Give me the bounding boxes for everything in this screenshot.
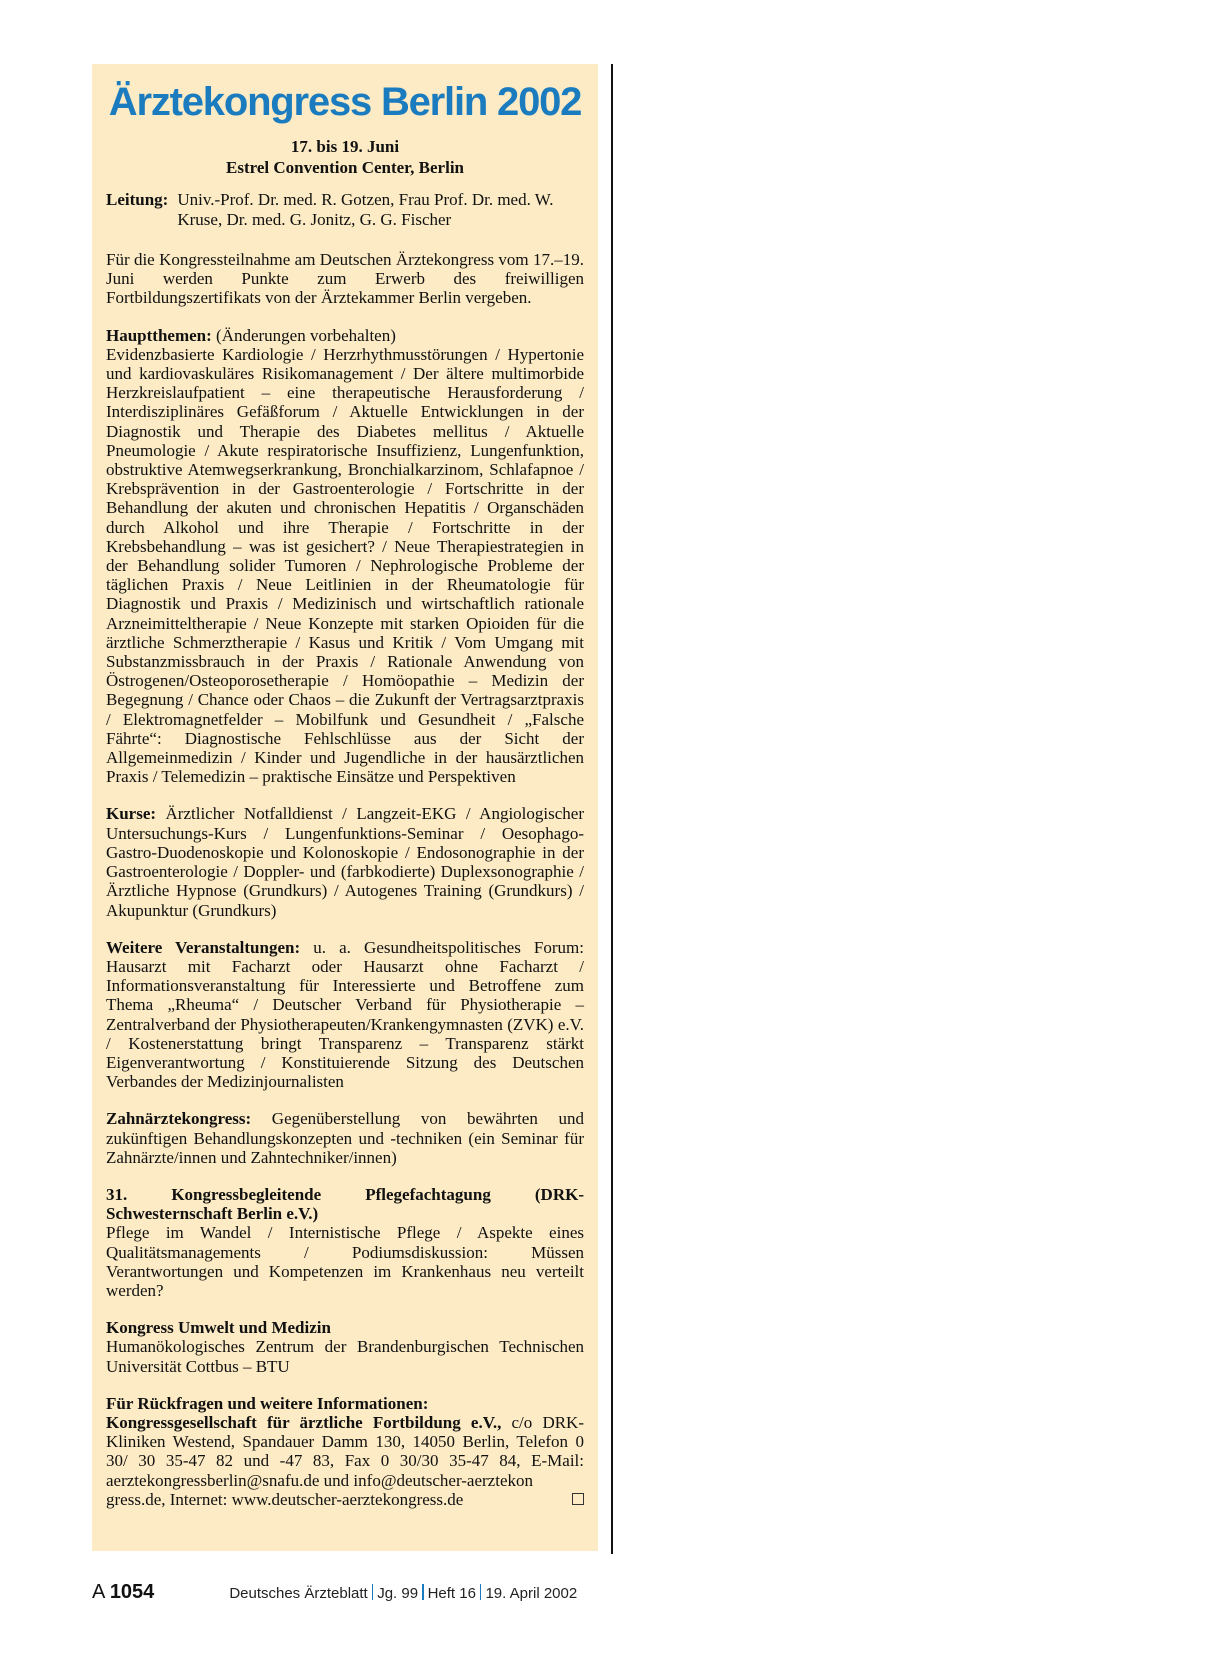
page-number-value: 1054 — [109, 1581, 155, 1603]
page-number — [92, 1581, 154, 1604]
umwelt-label: Kongress Umwelt und Medizin — [106, 1318, 331, 1338]
separator — [480, 1584, 482, 1600]
kontakt-section — [106, 1394, 584, 1509]
event-dates: 17. bis 19. Juni — [290, 137, 400, 156]
separator — [422, 1584, 424, 1600]
umwelt-section — [106, 1318, 584, 1376]
kurse-text: Ärztlicher Notfalldienst / Langzeit-EKG / Angiologischer Untersuchungs-Kurs / Lungenfunktions-Seminar / Oesophago-Gastro-Duodenoskopie und Kolonoskopie / Endosonographie in der Gastroenterologie / Doppler- und (farbkodierte) Duplexsonographie / Ärztliche Hypnose (Grundkurs) / Autogenes Training (Grundkurs) / Akupunktur (Grundkurs) — [106, 804, 584, 920]
page-title: Ärztekongress Berlin 2002 — [108, 80, 582, 124]
weitere-label: Weitere Veranstaltungen: — [106, 937, 301, 957]
weitere-text: u. a. Gesundheitspolitisches Forum: Hausarzt mit Facharzt oder Hausarzt ohne Facharzt / Informationsveranstaltung für Interessierte und Betroffene zum Thema „Rheuma“ / Deutscher Verband für Physiotherapie – Zentralverband der Physiotherapeuten/Krankengymnasten (ZVK) e.V. / Kostenerstattung bringt Transparenz – Transparenz stärkt Eigenverantwortung / Konstituierende Sitzung des Deutschen Verbandes der Medizinjournalisten — [106, 937, 584, 1092]
leitung-text: Univ.-Prof. Dr. med. R. Gotzen, Frau Prof. Dr. med. W. Kruse, Dr. med. G. Jonitz, G. G. Fischer — [177, 190, 554, 229]
hauptthemen-note: (Änderungen vorbehalten) — [211, 325, 396, 345]
intro-paragraph: Für die Kongressteilnahme am Deutschen Ärztekongress vom 17.–19. Juni werden Punkte zum Erwerb des freiwilligen Fortbildungszertifikats von der Ärztekammer Berlin vergeben. — [106, 250, 584, 308]
pflege-text: Pflege im Wandel / Internistische Pflege / Aspekte eines Qualitätsmanagements / Podiumsdiskussion: Müssen Verantwortungen und Kompetenzen im Krankenhaus neu verteilt werden? — [106, 1223, 584, 1300]
hauptthemen-label: Hauptthemen: — [106, 325, 212, 345]
journal-issue: Heft 16 — [427, 1585, 476, 1602]
pflege-label: 31. Kongressbegleitende Pflegefachtagung (DRK-Schwesternschaft Berlin e.V.) — [106, 1184, 584, 1224]
weitere-section — [106, 938, 584, 1092]
hauptthemen-section — [106, 326, 584, 787]
journal-volume: Jg. 99 — [377, 1585, 419, 1602]
zahn-label: Zahnärztekongress: — [106, 1109, 252, 1129]
umwelt-text: Humanökologisches Zentrum der Brandenburgischen Technischen Universität Cottbus – BTU — [106, 1337, 584, 1376]
kontakt-last-line — [106, 1490, 584, 1509]
event-venue: Estrel Convention Center, Berlin — [226, 158, 464, 177]
journal-date: 19. April 2002 — [485, 1585, 578, 1602]
kontakt-text: c/o DRK-Kliniken Westend, Spandauer Damm 130, 14050 Berlin, Telefon 0 30/ 30 35-47 82 und -47 83, Fax 0 30/30 35-47 84, E-Mail: aerztekongressberlin@snafu.de und info@deutscher-aerztekon — [106, 1412, 584, 1490]
journal-info — [229, 1584, 577, 1602]
hauptthemen-text: Evidenzbasierte Kardiologie / Herzrhythmusstörungen / Hypertonie und kardiovaskuläres Risikomanagement / Der ältere multimorbide Herzkreislaufpatient – eine therapeutische Herausforderung / Interdisziplinäres Gefäßforum / Aktuelle Entwicklungen in der Diagnostik und Therapie des Diabetes mellitus / Aktuelle Pneumologie / Akute respiratorische Insuffizienz, Lungenfunktion, obstruktive Atemwegserkrankung, Bronchialkarzinom, Schlafapnoe / Krebsprävention in der Gastroenterologie / Fortschritte in der Behandlung der akuten und chronischen Hepatitis / Organschäden durch Alkohol und ihre Therapie / Fortschritte in der Krebsbehandlung – was ist gesichert? / Neue Therapiestrategien in der Behandlung solider Tumoren / Nephrologische Probleme der täglichen Praxis / Neue Leitlinien in der Rheumatologie für Diagnostik und Praxis / Medizinisch und wirtschaftlich rationale Arzneimitteltherapie / Neue Konzepte mit starken Opioiden für die ärztliche Schmerztherapie / Kasus und Kritik / Vom Umgang mit Substanzmissbrauch in der Praxis / Rationale Anwendung von Östrogenen/Osteoporosetherapie / Homöopathie – Medizin der Begegnung / Chance oder Chaos – die Zukunft der Vertragsarztpraxis / Elektromagnetfelder – Mobilfunk und Gesundheit / „Falsche Fährte“: Diagnostische Fehlschlüsse aus der Sicht der Allgemeinmedizin / Kinder und Jugendliche in der hausärztlichen Praxis / Telemedizin – praktische Einsätze und Perspektiven — [106, 344, 584, 787]
announcement-box — [92, 64, 598, 1551]
kontakt-last: gress.de, Internet: www.deutscher-aerztekongress.de — [106, 1489, 464, 1509]
pflege-section — [106, 1185, 584, 1300]
kontakt-org: Kongressgesellschaft für ärztliche Fortbildung e.V., — [106, 1412, 502, 1432]
column-rule — [611, 64, 613, 1554]
leitung-label: Leitung: — [106, 190, 169, 209]
journal-name: Deutsches Ärzteblatt — [229, 1585, 368, 1602]
zahn-section — [106, 1109, 584, 1167]
kontakt-label: Für Rückfragen und weitere Informationen: — [106, 1393, 429, 1413]
end-mark-icon — [572, 1493, 584, 1505]
leitung-section — [106, 190, 584, 230]
separator — [372, 1584, 374, 1600]
page-prefix: A — [92, 1581, 105, 1603]
kurse-section — [106, 804, 584, 919]
kurse-label: Kurse: — [106, 804, 157, 824]
zahn-text: Gegenüberstellung von bewährten und zukünftigen Behandlungskonzepten und -techniken (ein Seminar für Zahnärzte/innen und Zahntechniker/innen) — [106, 1109, 584, 1167]
page-footer — [92, 1581, 577, 1604]
